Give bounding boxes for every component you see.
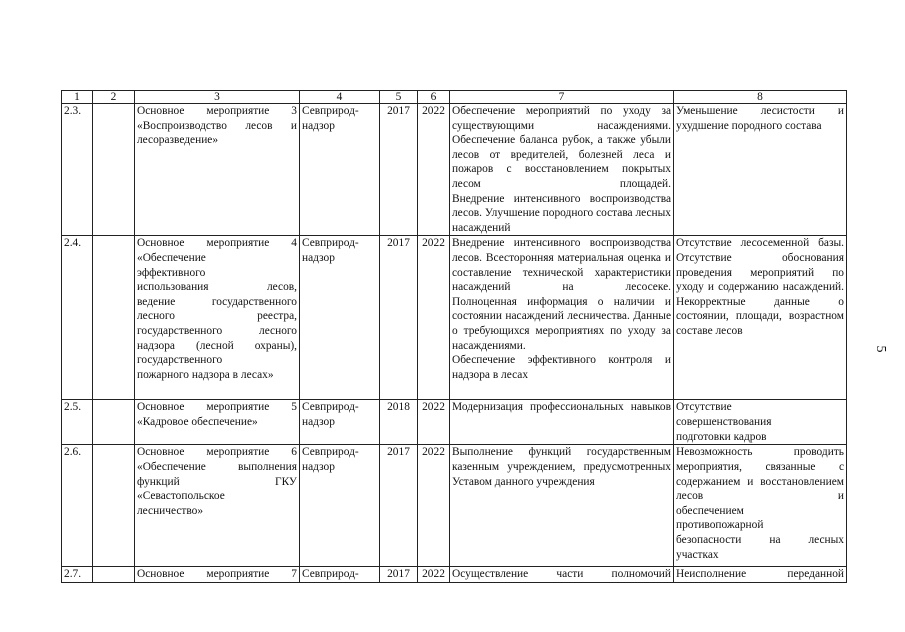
table-row — [62, 236, 847, 400]
page-number: 5 — [873, 345, 888, 353]
consequence-paragraph: Неисполнение переданной — [676, 568, 844, 581]
result-cell — [450, 236, 674, 400]
table-row — [62, 445, 847, 567]
measures-table — [61, 90, 847, 583]
result-paragraph: Полноценная информация о наличии и состоянии насаждений лесничества. Данные о требующихся мероприятиях по уходу за насаждениями. — [452, 295, 671, 352]
header-cell: 8 — [674, 91, 847, 104]
table-header-row — [62, 91, 847, 104]
executor-line: надзор — [302, 460, 335, 473]
result-paragraph: Обеспечение баланса рубок, а также убыли лесов от вредителей, болезней леса и пожаров с восстановлением покрытых лесом площадей. — [452, 134, 671, 190]
executor-cell — [300, 567, 380, 583]
result-paragraph: Обеспечение эффективного контроля и надзора в лесах — [452, 354, 671, 381]
executor-cell — [300, 445, 380, 567]
consequence-cell — [674, 104, 847, 236]
event-line: лесничество» — [137, 504, 204, 517]
event-line: Основное мероприятие 3 — [137, 105, 297, 117]
consequence-cell — [674, 567, 847, 583]
event-line: ведение государственного — [137, 295, 297, 308]
end-year: 2022 — [418, 445, 450, 567]
row-number: 2.3. — [62, 104, 93, 236]
executor-cell — [300, 104, 380, 236]
end-year: 2022 — [418, 567, 450, 583]
end-year: 2022 — [418, 236, 450, 400]
event-line: «Обеспечение — [137, 251, 206, 264]
result-cell — [450, 445, 674, 567]
event-line: лесоразведение» — [137, 134, 219, 147]
event-line: лесного реестра, — [137, 310, 297, 323]
executor-line: надзор — [302, 415, 335, 428]
consequence-line: Отсутствие — [676, 401, 732, 414]
row-col2 — [93, 104, 135, 236]
executor-line: Севприрод- — [302, 105, 359, 117]
consequence-paragraph: Отсутствие лесосеменной базы. Отсутствие обоснования проведения мероприятий по уходу и содержанию насаждений. Некорректные данные о состоянии, площади, возрастном составе лесов — [676, 237, 844, 337]
row-number: 2.4. — [62, 236, 93, 400]
event-line: Основное мероприятие 4 — [137, 237, 297, 250]
event-line: «Севастопольское — [137, 490, 225, 503]
consequence-line: обеспечением — [676, 504, 744, 517]
table-row — [62, 104, 847, 236]
header-cell: 2 — [93, 91, 135, 104]
consequence-cell — [674, 236, 847, 400]
executor-line: Севприрод- — [302, 401, 359, 414]
event-line: «Обеспечение выполнения — [137, 460, 297, 473]
event-line: Основное мероприятие 7 — [137, 568, 297, 581]
executor-cell — [300, 400, 380, 445]
executor-cell — [300, 236, 380, 400]
result-cell — [450, 104, 674, 236]
start-year: 2018 — [380, 400, 418, 445]
event-line: Основное мероприятие 5 — [137, 401, 297, 414]
consequence-line: подготовки кадров — [676, 430, 767, 443]
event-line: надзора (лесной охраны), — [137, 339, 297, 352]
header-cell: 6 — [418, 91, 450, 104]
consequence-paragraph: Уменьшение лесистости и ухудшение породного состава — [676, 105, 844, 132]
table-row — [62, 567, 847, 583]
header-cell: 1 — [62, 91, 93, 104]
result-paragraph: Выполнение функций государственным казенным учреждением, предусмотренных Уставом данного учреждения — [452, 446, 671, 488]
event-cell — [135, 236, 300, 400]
row-number: 2.7. — [62, 567, 93, 583]
event-cell — [135, 400, 300, 445]
start-year: 2017 — [380, 445, 418, 567]
executor-line: надзор — [302, 251, 335, 264]
event-cell — [135, 104, 300, 236]
end-year: 2022 — [418, 400, 450, 445]
event-line: Основное мероприятие 6 — [137, 446, 297, 459]
result-cell — [450, 400, 674, 445]
result-paragraph: Внедрение интенсивного воспроизводства лесов. Всесторонняя материальная оценка и составление технической характеристики насаждений на лесосеке. — [452, 237, 671, 294]
start-year: 2017 — [380, 567, 418, 583]
row-col2 — [93, 567, 135, 583]
event-line: «Воспроизводство лесов и — [137, 119, 297, 132]
consequence-line: противопожарной — [676, 519, 764, 532]
event-cell — [135, 445, 300, 567]
row-col2 — [93, 445, 135, 567]
event-line: государственного лесного — [137, 324, 297, 337]
header-cell: 5 — [380, 91, 418, 104]
event-line: государственного — [137, 354, 223, 367]
header-cell: 7 — [450, 91, 674, 104]
result-cell — [450, 567, 674, 583]
event-line: использования лесов, — [137, 281, 297, 294]
event-line: «Кадровое обеспечение» — [137, 415, 258, 428]
consequence-line: совершенствования — [676, 415, 772, 428]
event-line: эффективного — [137, 266, 206, 279]
row-number: 2.6. — [62, 445, 93, 567]
start-year: 2017 — [380, 104, 418, 236]
row-number: 2.5. — [62, 400, 93, 445]
consequence-cell — [674, 445, 847, 567]
event-line: пожарного надзора в лесах» — [137, 368, 274, 381]
row-col2 — [93, 400, 135, 445]
result-paragraph: Внедрение интенсивного воспроизводства лесов. Улучшение породного состава лесных насаждений — [452, 192, 671, 234]
table-row — [62, 400, 847, 445]
header-cell: 4 — [300, 91, 380, 104]
result-paragraph: Модернизация профессиональных навыков — [452, 401, 671, 414]
result-paragraph: Обеспечение мероприятий по уходу за существующими насаждениями. — [452, 105, 671, 132]
consequence-line: безопасности на лесных — [676, 533, 844, 546]
executor-line: Севприрод- — [302, 446, 359, 459]
consequence-line: участках — [676, 548, 719, 561]
consequence-cell — [674, 400, 847, 445]
consequence-paragraph: Невозможность проводить мероприятия, связанные с содержанием и восстановлением лесов и — [676, 446, 844, 503]
executor-line: Севприрод- — [302, 237, 359, 250]
executor-line: надзор — [302, 119, 335, 132]
header-cell: 3 — [135, 91, 300, 104]
row-col2 — [93, 236, 135, 400]
executor-line: Севприрод- — [302, 568, 359, 581]
result-paragraph: Осуществление части полномочий — [452, 568, 671, 581]
event-line: функций ГКУ — [137, 475, 297, 488]
event-cell — [135, 567, 300, 583]
end-year: 2022 — [418, 104, 450, 236]
start-year: 2017 — [380, 236, 418, 400]
